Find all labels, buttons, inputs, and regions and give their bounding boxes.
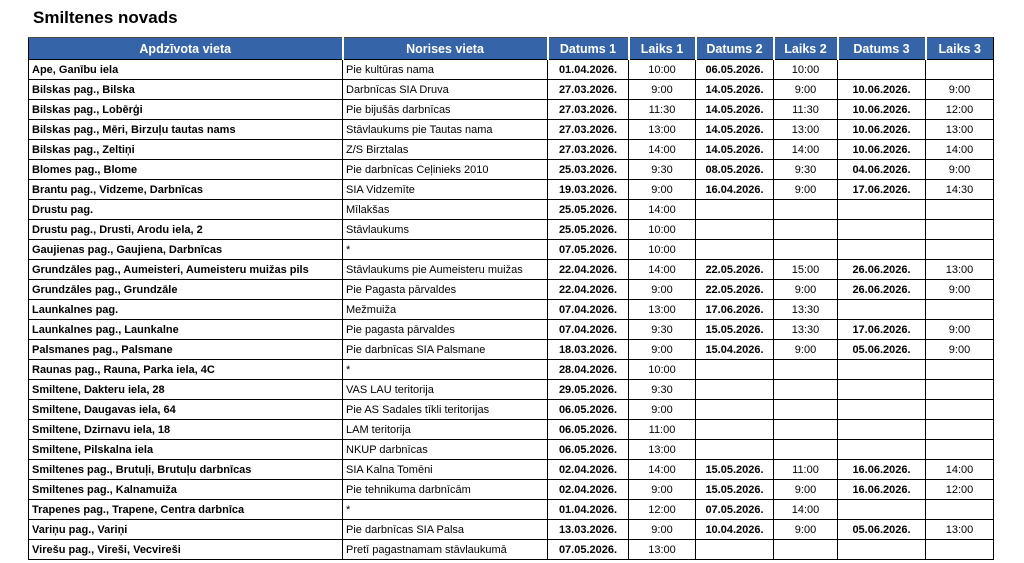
cell-laiks-1: 10:00 [629,60,696,80]
cell-apdzivota-vieta: Grundzāles pag., Grundzāle [29,280,343,300]
cell-datums-2: 17.06.2026. [696,300,774,320]
cell-datums-3 [838,60,926,80]
cell-datums-1: 28.04.2026. [548,360,629,380]
column-header-datums-1: Datums 1 [548,38,629,60]
cell-laiks-1: 9:30 [629,380,696,400]
table-row [29,380,994,400]
cell-laiks-1: 14:00 [629,200,696,220]
table-row [29,440,994,460]
cell-laiks-2: 9:00 [774,480,838,500]
cell-datums-2 [696,360,774,380]
cell-datums-1: 07.05.2026. [548,240,629,260]
table-row [29,420,994,440]
cell-datums-1: 29.05.2026. [548,380,629,400]
cell-apdzivota-vieta: Bilskas pag., Bilska [29,80,343,100]
cell-apdzivota-vieta: Smiltene, Pilskalna iela [29,440,343,460]
cell-datums-3: 10.06.2026. [838,120,926,140]
cell-apdzivota-vieta: Launkalnes pag. [29,300,343,320]
cell-laiks-2: 9:30 [774,160,838,180]
cell-apdzivota-vieta: Trapenes pag., Trapene, Centra darbnīca [29,500,343,520]
table-row [29,320,994,340]
cell-laiks-1: 14:00 [629,460,696,480]
cell-datums-1: 07.04.2026. [548,320,629,340]
cell-datums-3 [838,360,926,380]
cell-norises-vieta: * [343,500,548,520]
cell-laiks-2 [774,240,838,260]
cell-laiks-1: 9:00 [629,180,696,200]
table-row [29,60,994,80]
cell-datums-1: 27.03.2026. [548,100,629,120]
cell-laiks-3: 14:30 [926,180,994,200]
cell-laiks-3: 13:00 [926,260,994,280]
cell-laiks-3 [926,380,994,400]
cell-laiks-1: 10:00 [629,360,696,380]
cell-laiks-2: 9:00 [774,280,838,300]
table-row [29,480,994,500]
cell-datums-3 [838,300,926,320]
table-row [29,80,994,100]
table-row [29,200,994,220]
cell-laiks-1: 9:00 [629,480,696,500]
cell-datums-3 [838,380,926,400]
cell-datums-2 [696,200,774,220]
cell-datums-2 [696,420,774,440]
cell-apdzivota-vieta: Drustu pag., Drusti, Arodu iela, 2 [29,220,343,240]
cell-laiks-2: 9:00 [774,80,838,100]
table-row [29,280,994,300]
column-header-laiks-2: Laiks 2 [774,38,838,60]
cell-norises-vieta: Z/S Birztalas [343,140,548,160]
cell-laiks-2: 13:30 [774,320,838,340]
table-row [29,140,994,160]
cell-datums-1: 07.05.2026. [548,540,629,560]
cell-apdzivota-vieta: Smiltenes pag., Brutuļi, Brutuļu darbnīcas [29,460,343,480]
cell-laiks-1: 9:00 [629,400,696,420]
cell-laiks-1: 9:00 [629,340,696,360]
cell-datums-3 [838,420,926,440]
cell-laiks-3: 14:00 [926,460,994,480]
cell-laiks-2 [774,400,838,420]
cell-laiks-3 [926,240,994,260]
column-header-norises-vieta: Norises vieta [343,38,548,60]
cell-norises-vieta: * [343,240,548,260]
cell-datums-1: 01.04.2026. [548,500,629,520]
cell-datums-3: 17.06.2026. [838,320,926,340]
cell-datums-2: 14.05.2026. [696,80,774,100]
cell-laiks-3 [926,360,994,380]
cell-apdzivota-vieta: Palsmanes pag., Palsmane [29,340,343,360]
cell-datums-3: 16.06.2026. [838,480,926,500]
cell-datums-2: 15.04.2026. [696,340,774,360]
cell-laiks-2 [774,380,838,400]
cell-datums-2 [696,380,774,400]
column-header-apdzivota-vieta: Apdzīvota vieta [29,38,343,60]
cell-laiks-3 [926,500,994,520]
cell-apdzivota-vieta: Raunas pag., Rauna, Parka iela, 4C [29,360,343,380]
cell-datums-2 [696,540,774,560]
cell-datums-3: 26.06.2026. [838,280,926,300]
cell-laiks-3: 12:00 [926,100,994,120]
cell-apdzivota-vieta: Virešu pag., Vireši, Vecvireši [29,540,343,560]
cell-laiks-3 [926,200,994,220]
cell-laiks-3 [926,220,994,240]
cell-laiks-1: 9:00 [629,280,696,300]
table-row [29,180,994,200]
cell-laiks-2: 10:00 [774,60,838,80]
table-row [29,120,994,140]
cell-laiks-1: 9:00 [629,80,696,100]
cell-datums-2: 07.05.2026. [696,500,774,520]
cell-norises-vieta: Pie darbnīcas SIA Palsmane [343,340,548,360]
cell-laiks-2 [774,220,838,240]
table-body [29,60,994,560]
cell-datums-1: 22.04.2026. [548,280,629,300]
cell-norises-vieta: Stāvlaukums [343,220,548,240]
cell-laiks-3: 13:00 [926,120,994,140]
cell-laiks-2: 9:00 [774,180,838,200]
cell-datums-2: 22.05.2026. [696,280,774,300]
cell-datums-1: 06.05.2026. [548,440,629,460]
cell-datums-3: 17.06.2026. [838,180,926,200]
cell-datums-2: 22.05.2026. [696,260,774,280]
cell-laiks-3: 14:00 [926,140,994,160]
cell-laiks-3: 9:00 [926,80,994,100]
cell-datums-2: 14.05.2026. [696,140,774,160]
cell-laiks-3 [926,420,994,440]
cell-datums-3 [838,500,926,520]
cell-laiks-1: 10:00 [629,220,696,240]
cell-laiks-3: 13:00 [926,520,994,540]
table-row [29,160,994,180]
cell-apdzivota-vieta: Gaujienas pag., Gaujiena, Darbnīcas [29,240,343,260]
table-row [29,360,994,380]
cell-laiks-1: 12:00 [629,500,696,520]
cell-norises-vieta: Pie AS Sadales tīkli teritorijas [343,400,548,420]
cell-datums-3 [838,400,926,420]
header-row [29,38,994,60]
cell-apdzivota-vieta: Brantu pag., Vidzeme, Darbnīcas [29,180,343,200]
table-row [29,400,994,420]
column-header-laiks-1: Laiks 1 [629,38,696,60]
cell-datums-1: 25.03.2026. [548,160,629,180]
cell-datums-2 [696,440,774,460]
cell-norises-vieta: SIA Kalna Tomēni [343,460,548,480]
cell-datums-3: 26.06.2026. [838,260,926,280]
table-row [29,100,994,120]
cell-norises-vieta: Mežmuiža [343,300,548,320]
cell-datums-1: 27.03.2026. [548,120,629,140]
cell-datums-2: 14.05.2026. [696,100,774,120]
cell-laiks-1: 14:00 [629,140,696,160]
cell-norises-vieta: LAM teritorija [343,420,548,440]
cell-laiks-1: 13:00 [629,440,696,460]
cell-apdzivota-vieta: Drustu pag. [29,200,343,220]
cell-laiks-2 [774,420,838,440]
table-row [29,220,994,240]
cell-datums-1: 06.05.2026. [548,400,629,420]
cell-datums-2: 15.05.2026. [696,460,774,480]
cell-datums-2 [696,240,774,260]
page-title: Smiltenes novads [33,8,178,27]
cell-datums-3 [838,240,926,260]
table-row [29,520,994,540]
cell-apdzivota-vieta: Smiltene, Daugavas iela, 64 [29,400,343,420]
cell-datums-3 [838,220,926,240]
cell-norises-vieta: * [343,360,548,380]
cell-norises-vieta: Darbnīcas SIA Druva [343,80,548,100]
cell-laiks-1: 14:00 [629,260,696,280]
cell-norises-vieta: Pie Pagasta pārvaldes [343,280,548,300]
cell-laiks-1: 10:00 [629,240,696,260]
cell-datums-1: 27.03.2026. [548,140,629,160]
cell-apdzivota-vieta: Ape, Ganību iela [29,60,343,80]
cell-apdzivota-vieta: Launkalnes pag., Launkalne [29,320,343,340]
cell-norises-vieta: VAS LAU teritorija [343,380,548,400]
cell-datums-2: 10.04.2026. [696,520,774,540]
cell-norises-vieta: Pie tehnikuma darbnīcām [343,480,548,500]
cell-apdzivota-vieta: Blomes pag., Blome [29,160,343,180]
table-row [29,460,994,480]
cell-datums-1: 25.05.2026. [548,200,629,220]
cell-datums-2: 14.05.2026. [696,120,774,140]
table-header [29,38,994,60]
cell-laiks-2: 14:00 [774,500,838,520]
cell-norises-vieta: Pretī pagastnamam stāvlaukumā [343,540,548,560]
cell-laiks-2: 14:00 [774,140,838,160]
cell-norises-vieta: Pie kultūras nama [343,60,548,80]
cell-laiks-2: 15:00 [774,260,838,280]
cell-apdzivota-vieta: Variņu pag., Variņi [29,520,343,540]
cell-laiks-3 [926,440,994,460]
cell-datums-2: 15.05.2026. [696,480,774,500]
cell-laiks-3: 9:00 [926,160,994,180]
cell-norises-vieta: Stāvlaukums pie Aumeisteru muižas [343,260,548,280]
cell-datums-1: 02.04.2026. [548,460,629,480]
cell-laiks-1: 13:00 [629,300,696,320]
cell-datums-3: 05.06.2026. [838,340,926,360]
cell-laiks-2: 13:00 [774,120,838,140]
cell-laiks-3 [926,300,994,320]
cell-laiks-1: 13:00 [629,120,696,140]
cell-laiks-2: 13:30 [774,300,838,320]
cell-laiks-2 [774,440,838,460]
table-row [29,540,994,560]
cell-norises-vieta: Pie pagasta pārvaldes [343,320,548,340]
cell-laiks-3 [926,540,994,560]
table-row [29,500,994,520]
cell-norises-vieta: NKUP darbnīcas [343,440,548,460]
cell-datums-1: 01.04.2026. [548,60,629,80]
cell-datums-2 [696,220,774,240]
cell-laiks-1: 13:00 [629,540,696,560]
column-header-datums-3: Datums 3 [838,38,926,60]
cell-laiks-3: 9:00 [926,340,994,360]
cell-laiks-2: 11:30 [774,100,838,120]
cell-laiks-3 [926,400,994,420]
cell-datums-1: 06.05.2026. [548,420,629,440]
cell-norises-vieta: SIA Vidzemīte [343,180,548,200]
cell-laiks-2: 9:00 [774,520,838,540]
cell-datums-1: 25.05.2026. [548,220,629,240]
cell-datums-1: 13.03.2026. [548,520,629,540]
cell-datums-3: 04.06.2026. [838,160,926,180]
cell-laiks-2 [774,360,838,380]
cell-apdzivota-vieta: Bilskas pag., Mēri, Birzuļu tautas nams [29,120,343,140]
cell-laiks-2: 11:00 [774,460,838,480]
cell-laiks-3: 9:00 [926,280,994,300]
table-row [29,260,994,280]
cell-datums-1: 18.03.2026. [548,340,629,360]
table-row [29,340,994,360]
cell-datums-3: 10.06.2026. [838,140,926,160]
cell-datums-3: 05.06.2026. [838,520,926,540]
cell-datums-1: 07.04.2026. [548,300,629,320]
cell-apdzivota-vieta: Bilskas pag., Zeltiņi [29,140,343,160]
cell-apdzivota-vieta: Smiltenes pag., Kalnamuiža [29,480,343,500]
cell-laiks-2 [774,540,838,560]
cell-laiks-3 [926,60,994,80]
cell-datums-3 [838,200,926,220]
cell-norises-vieta: Pie bijušās darbnīcas [343,100,548,120]
cell-datums-2: 15.05.2026. [696,320,774,340]
cell-laiks-2 [774,200,838,220]
cell-apdzivota-vieta: Smiltene, Dzirnavu iela, 18 [29,420,343,440]
cell-datums-3: 16.06.2026. [838,460,926,480]
column-header-laiks-3: Laiks 3 [926,38,994,60]
cell-datums-2 [696,400,774,420]
schedule-table [28,37,994,560]
cell-datums-3: 10.06.2026. [838,100,926,120]
cell-datums-1: 19.03.2026. [548,180,629,200]
cell-norises-vieta: Mīlakšas [343,200,548,220]
cell-apdzivota-vieta: Bilskas pag., Lobērģi [29,100,343,120]
cell-norises-vieta: Pie darbnīcas Ceļinieks 2010 [343,160,548,180]
cell-laiks-1: 9:30 [629,320,696,340]
cell-datums-2: 08.05.2026. [696,160,774,180]
cell-laiks-1: 11:00 [629,420,696,440]
cell-laiks-2: 9:00 [774,340,838,360]
cell-laiks-3: 9:00 [926,320,994,340]
table-row [29,240,994,260]
cell-apdzivota-vieta: Smiltene, Dakteru iela, 28 [29,380,343,400]
cell-datums-1: 02.04.2026. [548,480,629,500]
table-row [29,300,994,320]
cell-laiks-1: 9:30 [629,160,696,180]
cell-laiks-3: 12:00 [926,480,994,500]
cell-datums-3 [838,540,926,560]
cell-datums-1: 22.04.2026. [548,260,629,280]
cell-datums-3 [838,440,926,460]
cell-apdzivota-vieta: Grundzāles pag., Aumeisteri, Aumeisteru muižas pils [29,260,343,280]
cell-norises-vieta: Stāvlaukums pie Tautas nama [343,120,548,140]
cell-laiks-1: 9:00 [629,520,696,540]
cell-datums-1: 27.03.2026. [548,80,629,100]
column-header-datums-2: Datums 2 [696,38,774,60]
cell-datums-2: 06.05.2026. [696,60,774,80]
cell-datums-2: 16.04.2026. [696,180,774,200]
cell-norises-vieta: Pie darbnīcas SIA Palsa [343,520,548,540]
cell-datums-3: 10.06.2026. [838,80,926,100]
cell-laiks-1: 11:30 [629,100,696,120]
